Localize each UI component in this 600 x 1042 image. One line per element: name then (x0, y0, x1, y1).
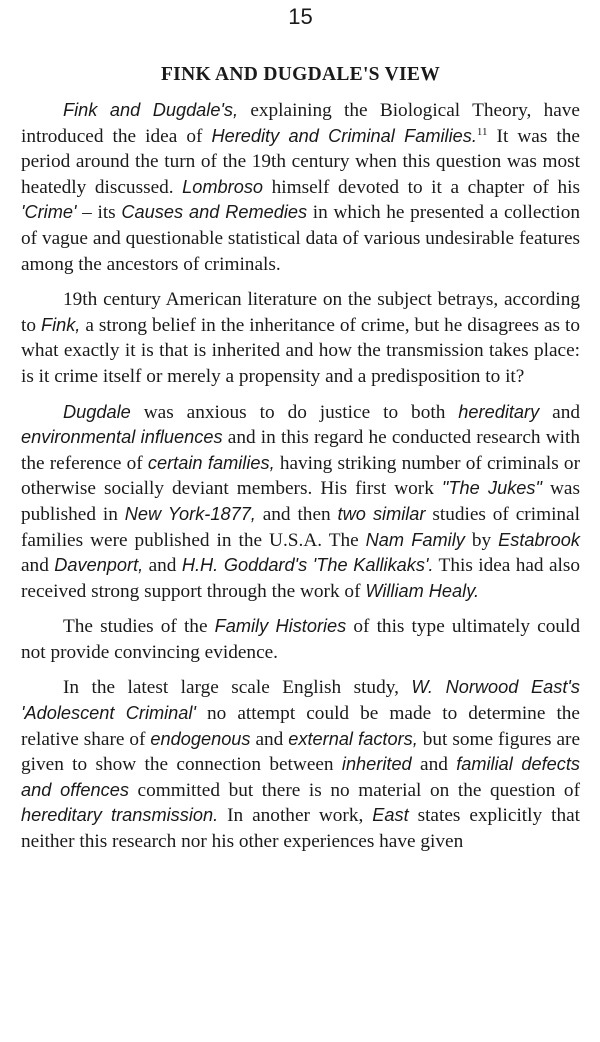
text-run: and (21, 555, 55, 577)
footnote-ref: 11 (476, 125, 488, 138)
italic-text: inherited (341, 754, 412, 775)
italic-text: William Healy. (365, 580, 480, 601)
text-run: and (143, 555, 182, 577)
italic-text: hereditary (458, 401, 540, 422)
text-run: of this type ultimately could not provide convincing evidence. (21, 616, 580, 663)
italic-text: Fink and Dugdale's, (63, 100, 239, 120)
text-run: studies of criminal families were published in the U.S.A. The (21, 503, 580, 551)
text-run: was anxious to do justice to both (130, 401, 459, 423)
text-run: and (411, 754, 457, 776)
italic-text: East (372, 805, 409, 826)
text-run: committed but there is no material on the question of (128, 779, 580, 801)
italic-text: external factors, (288, 728, 418, 749)
text-run: a strong belief in the inheritance of crime, but he disagrees as to what exactly it is that is inherited and how the transmission takes place: is it crime itself or merely a propensity and a predisposition to it? (21, 314, 580, 387)
italic-text: New York-1877, (124, 503, 256, 524)
italic-text: 'Crime' (21, 202, 77, 223)
text-run: and (250, 728, 289, 750)
text-run: The studies of the (63, 616, 215, 638)
paragraph-5 (21, 675, 580, 854)
text-run: no attempt could be made to determine the relative share of (21, 703, 580, 750)
text-run: having striking number of criminals or otherwise socially deviant members. His first work (21, 452, 580, 500)
italic-text: Nam Family (365, 529, 465, 550)
text-run: himself devoted to it a chapter of his (263, 176, 580, 198)
paragraph-1 (21, 98, 580, 277)
text-run: states explicitly that neither this research nor his other experiences have given (21, 805, 580, 853)
paragraph-3 (21, 400, 580, 605)
paragraph-2 (21, 287, 580, 389)
italic-text: Lombroso (182, 176, 264, 197)
text-run: but some figures are given to show the connection between (21, 728, 581, 776)
italic-text: "The Jukes" (441, 478, 542, 499)
italic-text: two similar (337, 503, 426, 524)
text-run: In another work, (218, 805, 373, 827)
italic-text: H.H. Goddard's 'The Kallikaks'. (181, 555, 434, 576)
italic-text: endogenous (150, 728, 251, 749)
text-run: It was the period around the turn of the 19th century when this question was most heatedly discussed. (21, 125, 580, 198)
italic-text: Davenport, (54, 555, 144, 576)
page-number: 15 (288, 4, 313, 29)
italic-text: W. Norwood East's 'Adolescent Criminal' (21, 677, 580, 724)
text-run: 19th century American literature on the subject betrays, according to (21, 289, 580, 336)
section-heading: FINK AND DUGDALE'S VIEW (160, 64, 441, 85)
italic-text: hereditary transmission. (21, 805, 219, 826)
italic-text: Heredity and Criminal Families. (211, 125, 477, 146)
text-run: and then (255, 503, 338, 525)
italic-text: Dugdale (63, 401, 131, 422)
text-run: explaining the Biological Theory, have introduced the idea of (21, 100, 580, 147)
text-run: and (539, 401, 580, 423)
italic-text: environmental influences (21, 427, 223, 448)
italic-text: Fink, (40, 314, 81, 335)
text-run: was published in (21, 478, 580, 525)
text-run: and in this regard he conducted research with the reference of (21, 427, 580, 474)
body-text (21, 98, 580, 855)
text-run: This idea had also received strong support through the work of (21, 555, 581, 602)
text-run: in which he presented a collection of vague and questionable statistical data of various undesirable features among the ancestors of criminals. (21, 202, 580, 275)
paragraph-4 (21, 614, 580, 665)
italic-text: familial defects and offences (21, 754, 580, 800)
text-run: by (464, 529, 499, 551)
text-run: In the latest large scale English study, (63, 677, 412, 699)
italic-text: Estabrook (498, 529, 580, 550)
text-run: – its (76, 202, 122, 224)
italic-text: Causes and Remedies (121, 202, 308, 223)
italic-text: certain families, (147, 452, 275, 473)
italic-text: Family Histories (214, 616, 347, 637)
